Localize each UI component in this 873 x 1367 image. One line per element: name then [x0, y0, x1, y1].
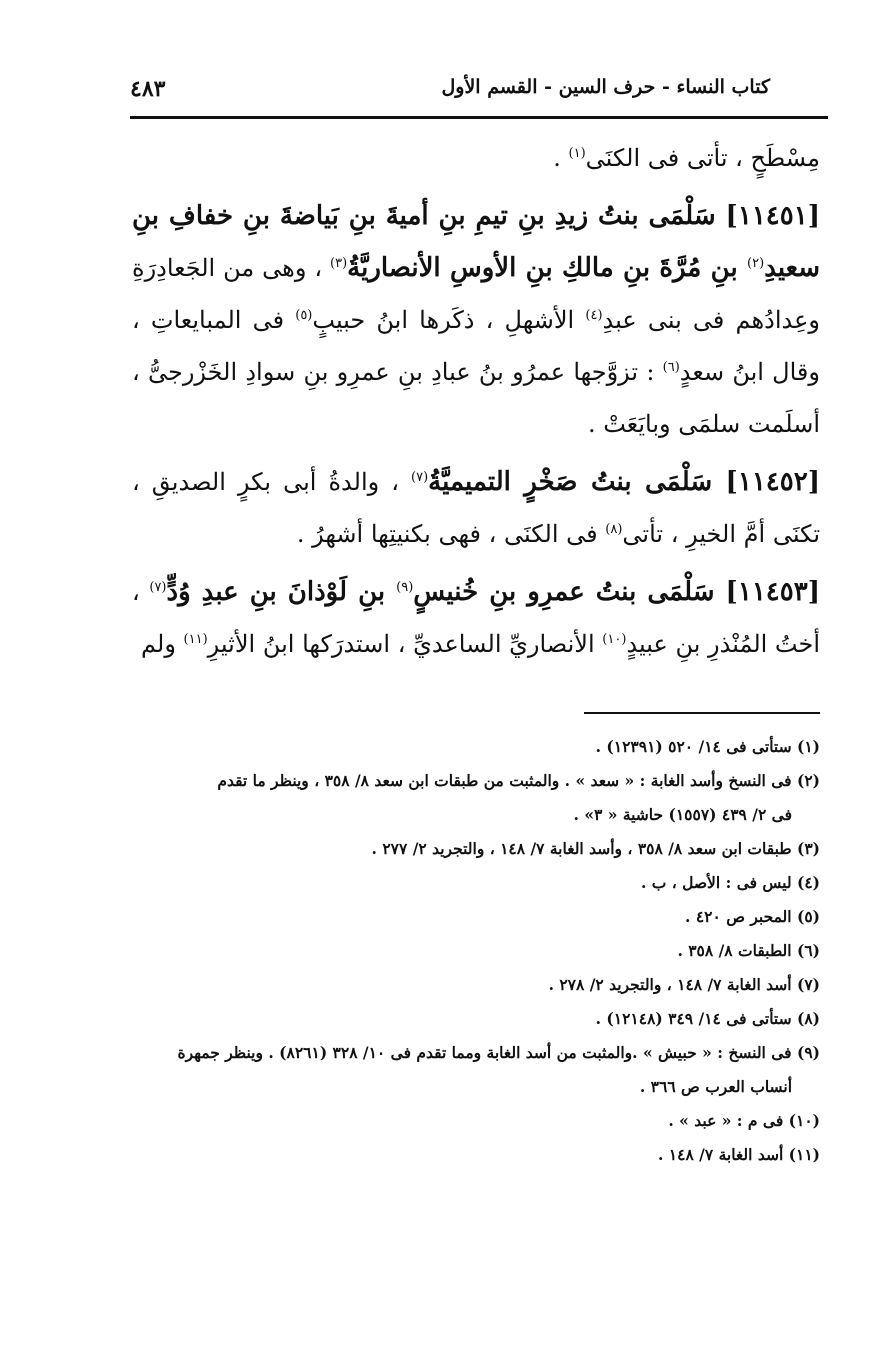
- entry-text: فى الكنَى ، فهى بكنيتِها أشهرُ .: [296, 520, 606, 548]
- footnote-text: ستأتى فى ١٤/ ٥٢٠ (١٢٣٩١) .: [595, 737, 797, 756]
- entry-text: .: [553, 144, 569, 172]
- entry-heading: بنِ مُرَّةَ بنِ مالكِ بنِ الأوسِ الأنصاريَّةُ: [347, 253, 748, 283]
- footnote-marker: (٩): [396, 580, 414, 595]
- footnote-item: [140, 832, 820, 866]
- footnote-text: أسد الغابة ٧/ ١٤٨ .: [658, 1145, 789, 1164]
- entry-text: ، وهى من الجَعادِرَةِ وعِدادُهم فى بنى عبدِ: [132, 254, 820, 334]
- footnote-text: الطبقات ٨/ ٣٥٨ .: [677, 941, 797, 960]
- footnote-number: (٦): [796, 941, 820, 960]
- running-title: كتاب النساء - حرف السين - القسم الأول: [441, 76, 770, 98]
- footnote-divider: [584, 712, 820, 714]
- footnote-continuation: فى ٢/ ٤٣٩ (١٥٥٧) حاشية « ٣» .: [573, 805, 792, 824]
- footnote-item: [140, 1036, 820, 1104]
- footnote-text: فى النسخ : « حبيش » .والمثبت من أسد الغابة ومما تقدم فى ١٠/ ٣٢٨ (٨٢٦١) . وينظر جمهرة: [177, 1043, 797, 1062]
- entry-text: فى المبايعاتِ ، وقال ابنُ سعدٍ: [132, 306, 820, 386]
- footnote-marker: (٧): [411, 470, 429, 485]
- entry-text: ، والدةُ أبى بكرٍ الصديقِ ، تكنَى أمَّ الخيرِ ، تأتى: [132, 468, 820, 548]
- entry-heading: [١١٤٥٣] سَلْمَى بنتُ عمرِو بنِ خُنيسٍ: [413, 577, 820, 607]
- footnote-text: المحبر ص ٤٢٠ .: [685, 907, 797, 926]
- footnote-item: [140, 1002, 820, 1036]
- footnotes: [140, 730, 820, 1172]
- footnote-text: فى م : « عبد » .: [668, 1111, 789, 1130]
- entry-heading: [١١٤٥١] سَلْمَى بنتُ زيدِ بنِ تيمِ بنِ أميةَ بنِ بَياضةَ بنِ خفافِ بنِ سعيدِ: [132, 201, 821, 283]
- page-header: [130, 68, 830, 108]
- footnote-text: أسد الغابة ٧/ ١٤٨ ، والتجريد ٢/ ٢٧٨ .: [548, 975, 797, 994]
- entry-paragraph: [132, 566, 820, 670]
- footnote-number: (٤): [796, 873, 820, 892]
- footnote-marker: (٤): [585, 308, 603, 323]
- footnote-item: [140, 934, 820, 968]
- entry-heading: بنِ لَوْذانَ بنِ عبدِ وُدٍّ: [166, 577, 397, 607]
- footnote-item: [140, 730, 820, 764]
- entry-text: ولم: [141, 630, 184, 658]
- entry-heading: [١١٤٥٢] سَلْمَى بنتُ صَخْرٍ التميميَّةُ: [428, 467, 820, 497]
- footnote-item: [140, 900, 820, 934]
- footnote-marker: (٦): [662, 360, 680, 375]
- footnote-item: [140, 1138, 820, 1172]
- continuation-paragraph: [132, 132, 820, 184]
- footnote-number: (٧): [796, 975, 820, 994]
- footnote-marker: (٨): [605, 522, 623, 537]
- footnote-number: (٨): [796, 1009, 820, 1028]
- footnote-text: فى النسخ وأسد الغابة : « سعد » . والمثبت من طبقات ابن سعد ٨/ ٣٥٨ ، وينظر ما تقدم: [217, 771, 797, 790]
- footnote-number: (٣): [796, 839, 820, 858]
- entry-text: : تزوَّجها عمرُو بنُ عبادِ بنِ عمرِو بنِ سوادِ الخَزْرجىُّ ، أسلَمت سلمَى وبايَعَتْ .: [132, 358, 820, 438]
- footnote-item: [140, 866, 820, 900]
- entry-text: الأشهلِ ، ذكَرها ابنُ حبيبٍ: [312, 306, 586, 334]
- entry-paragraph: [132, 456, 820, 560]
- header-divider: [130, 116, 828, 119]
- footnote-item: [140, 968, 820, 1002]
- body-text: [132, 132, 820, 670]
- footnote-text: ليس فى : الأصل ، ب .: [640, 873, 797, 892]
- footnote-number: (٢): [796, 771, 820, 790]
- footnote-item: [140, 764, 820, 832]
- footnote-continuation: أنساب العرب ص ٣٦٦ .: [639, 1077, 792, 1096]
- footnote-marker: (٣): [330, 256, 348, 271]
- footnote-marker: (١): [568, 146, 586, 161]
- entry-text: الأنصاريِّ الساعديِّ ، استدرَكها ابنُ الأثيرِ: [207, 630, 603, 658]
- page-number: ٤٨٣: [130, 76, 166, 102]
- footnote-marker: (٢): [747, 256, 765, 271]
- footnote-number: (٥): [796, 907, 820, 926]
- footnote-marker: (٥): [295, 308, 313, 323]
- footnote-marker: (١١): [183, 632, 208, 647]
- footnote-text: طبقات ابن سعد ٨/ ٣٥٨ ، وأسد الغابة ٧/ ١٤٨ ، والتجريد ٢/ ٢٧٧ .: [371, 839, 797, 858]
- footnote-marker: (٧): [149, 580, 167, 595]
- footnote-number: (١): [796, 737, 820, 756]
- entry-paragraph: [132, 190, 820, 450]
- footnote-number: (١٠): [788, 1111, 820, 1130]
- footnote-marker: (١٠): [602, 632, 627, 647]
- footnote-number: (٩): [796, 1043, 820, 1062]
- footnote-number: (١١): [788, 1145, 820, 1164]
- footnote-text: ستأتى فى ١٤/ ٣٤٩ (١٢١٤٨) .: [595, 1009, 797, 1028]
- entry-text: مِسْطَحٍ ، تأتى فى الكنَى: [585, 144, 820, 172]
- entry-text: ، أختُ المُنْذرِ بنِ عبيدٍ: [132, 578, 820, 658]
- footnote-item: [140, 1104, 820, 1138]
